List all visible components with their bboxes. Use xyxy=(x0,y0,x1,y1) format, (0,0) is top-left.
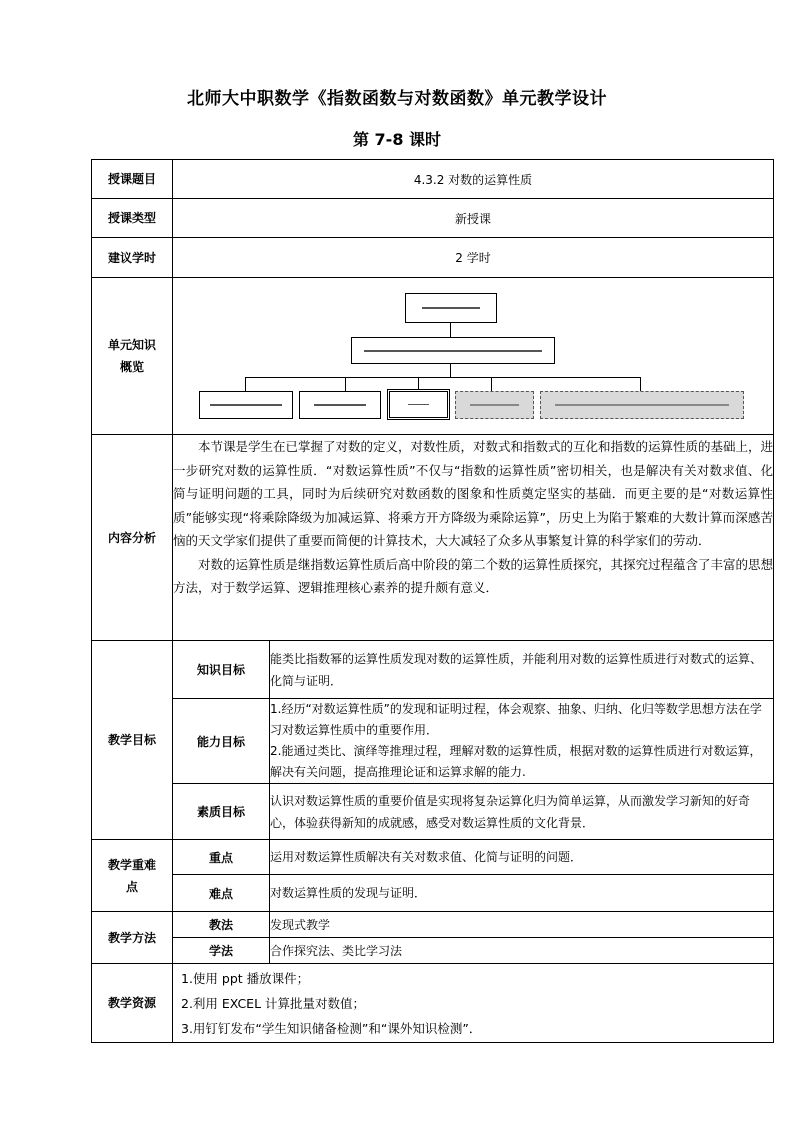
analysis-content xyxy=(173,435,774,641)
knowledge-goal-text: 能类比指数幂的运算性质发现对数的运算性质，并能利用对数的运算性质进行对数式的运算、化简与证明． xyxy=(270,641,774,699)
resource-item: 1.使用 ppt 播放课件； xyxy=(181,970,310,986)
diagram-connector xyxy=(640,377,641,391)
row-analysis xyxy=(92,435,774,641)
topic-value: 4.3.2 对数的运算性质 xyxy=(173,160,774,199)
ability-goal-label: 能力目标 xyxy=(173,699,270,784)
row-goal-ability xyxy=(92,699,774,784)
quality-goal-label: 素质目标 xyxy=(173,784,270,840)
ability-goal-item: 1.经历“对数运算性质”的发现和证明过程，体会观察、抽象、归纳、化归等数学思想方法在学习对数运算性质中的重要作用． xyxy=(270,702,762,737)
keypoints-label xyxy=(92,840,173,912)
knowledge-structure-diagram xyxy=(173,279,773,433)
learn-method-label: 学法 xyxy=(173,938,270,964)
quality-goal-text: 认识对数运算性质的重要价值是实现将复杂运算化归为简单运算，从而激发学习新知的好奇心，体验获得新知的成就感，感受对数运算性质的文化背景． xyxy=(270,784,774,840)
diagram-connector xyxy=(345,377,346,391)
knowledge-goal-label: 知识目标 xyxy=(173,641,270,699)
diagram-future-node xyxy=(540,391,744,419)
row-difficulty xyxy=(92,875,774,912)
analysis-label: 内容分析 xyxy=(92,435,173,641)
ability-goal-item: 2.能通过类比、演绎等推理过程，理解对数的运算性质，根据对数的运算性质进行对数运算，解决有关问题，提高推理论证和运算求解的能力. xyxy=(270,744,762,779)
diagram-connector xyxy=(245,377,640,378)
ability-goal-text xyxy=(270,699,774,784)
hours-label: 建议学时 xyxy=(92,238,173,278)
row-topic xyxy=(92,160,774,199)
overview-diagram-cell xyxy=(173,278,774,435)
goals-label: 教学目标 xyxy=(92,641,173,840)
row-keypoint xyxy=(92,840,774,875)
key-point-label: 重点 xyxy=(173,840,270,875)
methods-label: 教学方法 xyxy=(92,912,173,964)
keypoints-label-line2: 点 xyxy=(125,879,138,894)
diagram-connector xyxy=(491,377,492,391)
row-teach-method xyxy=(92,912,774,938)
row-resources xyxy=(92,964,774,1043)
diagram-connector xyxy=(450,364,451,377)
diagram-future-node xyxy=(455,391,534,419)
topic-label: 授课题目 xyxy=(92,160,173,199)
document-title: 北师大中职数学《指数函数与对数函数》单元教学设计 xyxy=(187,89,607,109)
lesson-plan-table xyxy=(91,159,774,1043)
document-subtitle: 第 7-8 课时 xyxy=(352,130,442,149)
overview-label xyxy=(92,278,173,435)
teach-method-text: 发现式教学 xyxy=(270,912,774,938)
diagram-connector xyxy=(450,323,451,337)
overview-label-line2: 概览 xyxy=(119,360,144,374)
diagram-current-node xyxy=(387,389,450,420)
analysis-paragraph: 对数的运算性质是继指数运算性质后高中阶段的第二个数的运算性质探究，其探究过程蕴含了丰富的思想方法，对于数学运算、逻辑推理核心素养的提升颇有意义． xyxy=(173,556,774,595)
diagram-middle-node xyxy=(351,337,555,364)
teach-method-label: 教法 xyxy=(173,912,270,938)
overview-label-line1: 单元知识 xyxy=(107,338,156,352)
keypoints-label-line1: 教学重难 xyxy=(107,857,156,872)
difficult-point-label: 难点 xyxy=(173,875,270,912)
resource-item: 3.用钉钉发布“学生知识储备检测”和“课外知识检测”． xyxy=(181,1020,482,1036)
type-value: 新授课 xyxy=(173,199,774,238)
diagram-leaf-node xyxy=(299,391,381,419)
row-type xyxy=(92,199,774,238)
diagram-leaf-node xyxy=(199,391,293,419)
row-overview xyxy=(92,278,774,435)
difficult-point-text: 对数运算性质的发现与证明． xyxy=(270,875,774,912)
key-point-text: 运用对数运算性质解决有关对数求值、化简与证明的问题． xyxy=(270,840,774,875)
row-learn-method xyxy=(92,938,774,964)
diagram-top-node xyxy=(405,293,497,323)
row-hours xyxy=(92,238,774,278)
resources-label: 教学资源 xyxy=(92,964,173,1043)
analysis-paragraph: 本节课是学生在已掌握了对数的定义，对数性质，对数式和指数式的互化和指数的运算性质的基础上，进一步研究对数的运算性质．“对数运算性质”不仅与“指数的运算性质”密切相关，也是解决有关对数求值、化简与证明问题的工具，同时为后续研究对数函数的图象和性质奠定坚实的基础．而更主要的是“对数运算性质”能够实现“将乘除降级为加减运算、将乘方开方降级为乘除运算”，历史上为陷于繁难的大数计算而深感苦恼的天文学家们提供了重要而简便的计算技术，大大减轻了众多从事繁复计算的科学家们的劳动． xyxy=(173,439,774,548)
diagram-connector xyxy=(245,377,246,391)
resources-content xyxy=(173,964,774,1043)
row-goal-quality xyxy=(92,784,774,840)
learn-method-text: 合作探究法、类比学习法 xyxy=(270,938,774,964)
hours-value: 2 学时 xyxy=(173,238,774,278)
type-label: 授课类型 xyxy=(92,199,173,238)
row-goal-knowledge xyxy=(92,641,774,699)
resource-item: 2.利用 EXCEL 计算批量对数值； xyxy=(181,995,366,1011)
